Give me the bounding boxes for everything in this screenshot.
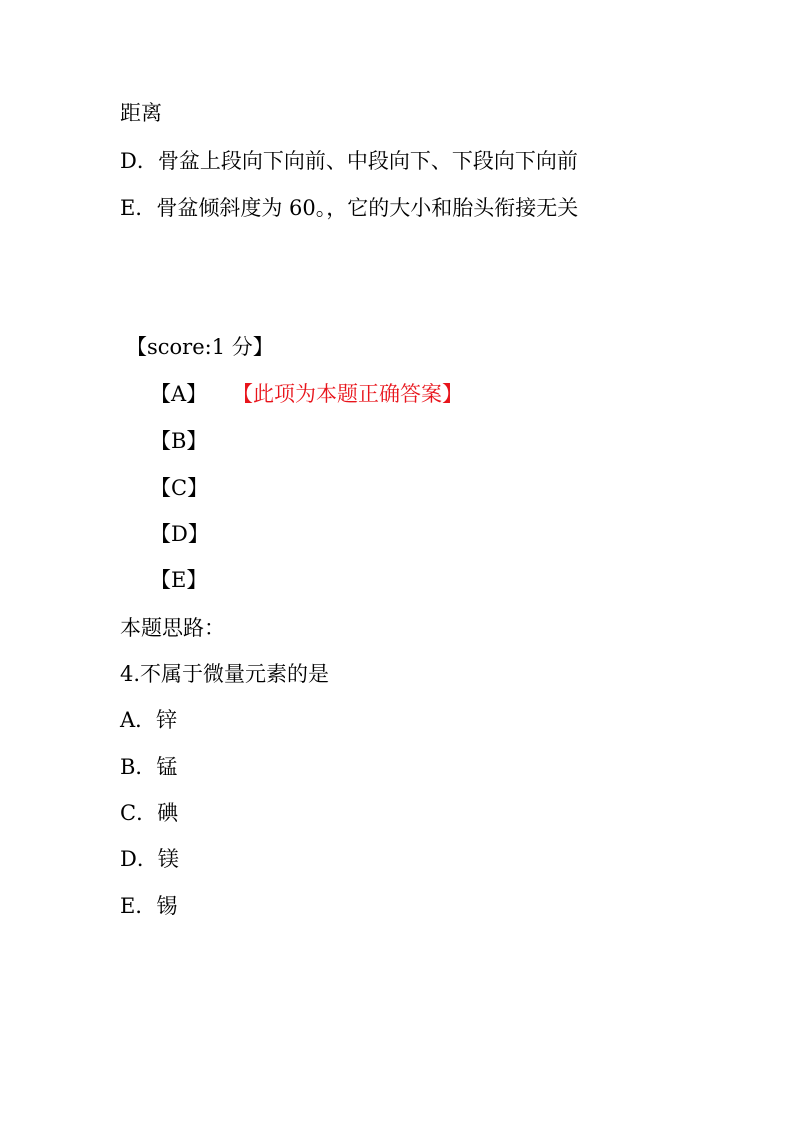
question-3-option-d: D．骨盆上段向下向前、中段向下、下段向下向前 [120,149,578,173]
question-4-option-e: E．锡 [120,894,178,918]
question-4-option-b: B．锰 [120,755,178,779]
answer-choice-e: 【E】 [150,568,208,592]
explanation-label: 本题思路： [120,616,225,640]
question-4-option-c: C．碘 [120,801,179,825]
question-3-option-e: E．骨盆倾斜度为 60。，它的大小和胎头衔接无关 [120,196,579,220]
question-4-option-a: A．锌 [120,708,178,732]
question-3-continuation: 距离 [120,101,162,125]
answer-choice-a: 【A】 [150,382,208,406]
question-4-stem: 4.不属于微量元素的是 [120,662,330,686]
score-label: 【score:1 分】 [126,335,274,359]
answer-choice-d: 【D】 [150,522,209,546]
answer-choice-c: 【C】 [150,476,209,500]
question-4-option-d: D．镁 [120,847,179,871]
correct-answer-note: 【此项为本题正确答案】 [232,382,463,406]
answer-choice-b: 【B】 [150,429,208,453]
